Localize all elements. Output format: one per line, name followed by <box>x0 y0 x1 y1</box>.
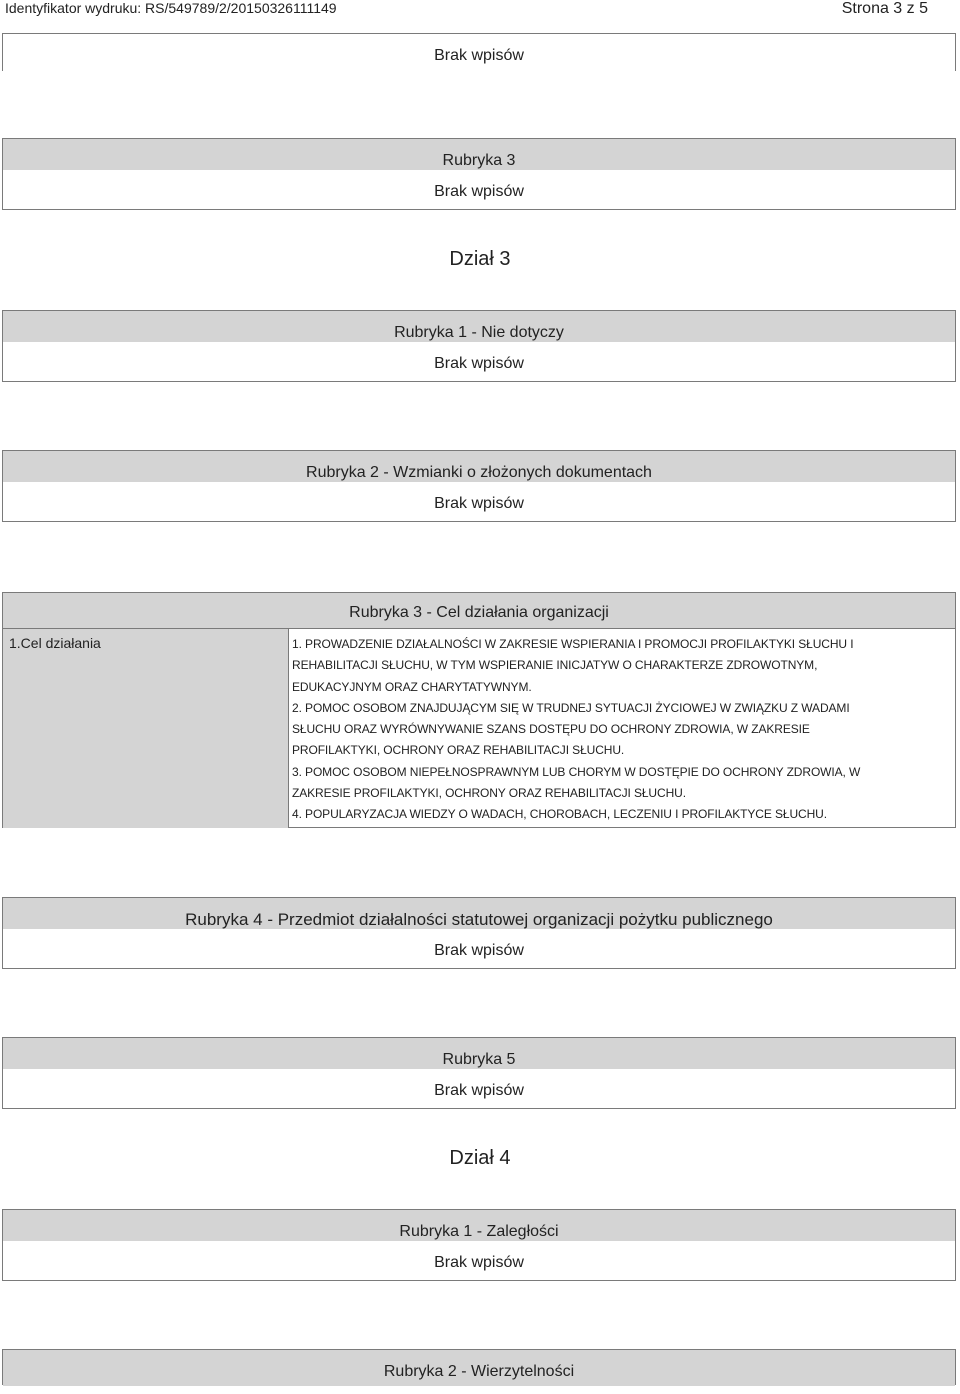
cel-dzialania-row <box>3 629 955 828</box>
cel-dzialania-text <box>289 629 955 828</box>
cel-line: 4. POPULARYZACJA WIEDZY O WADACH, CHOROBACH, LECZENIU I PROFILAKTYCE SŁUCHU. <box>292 807 827 822</box>
dzial-4-heading: Dział 4 <box>449 1147 511 1169</box>
cel-line: 1. PROWADZENIE DZIAŁALNOŚCI W ZAKRESIE WSPIERANIA I PROMOCJI PROFILAKTYKI SŁUCHU I <box>292 637 854 651</box>
dzial3-rubryka-4-box <box>2 897 956 969</box>
dzial4-rubryka-1-value: Brak wpisów <box>3 1241 955 1276</box>
cel-dzialania-table <box>2 592 956 828</box>
dzial3-rubryka-2-value: Brak wpisów <box>3 482 955 517</box>
rubryka-3-box <box>2 138 956 210</box>
cel-dzialania-label: 1.Cel działania <box>3 629 289 828</box>
dzial3-rubryka-5-title: Rubryka 5 <box>3 1038 955 1073</box>
dzial4-rubryka-2-title: Rubryka 2 - Wierzytelności <box>3 1350 955 1386</box>
dzial4-rubryka-1-box <box>2 1209 956 1281</box>
cel-line: ZAKRESIE PROFILAKTYKI, OCHRONY ORAZ REHABILITACJI SŁUCHU. <box>292 786 686 801</box>
rubryka-3-title: Rubryka 3 <box>3 139 955 174</box>
dzial-3-heading: Dział 3 <box>449 248 511 270</box>
cel-line: SŁUCHU ORAZ WYRÓWNYWANIE SZANS DOSTĘPU DO OCHRONY ZDROWIA, W ZAKRESIE <box>292 722 810 737</box>
cel-line: EDUKACYJNYM ORAZ CHARYTATYWNYM. <box>292 679 532 694</box>
dzial3-rubryka-2-title: Rubryka 2 - Wzmianki o złożonych dokumentach <box>3 451 955 486</box>
dzial3-rubryka-2-box <box>2 450 956 522</box>
dzial3-rubryka-4-value: Brak wpisów <box>3 929 955 964</box>
dzial3-rubryka-4-title: Rubryka 4 - Przedmiot działalności statutowej organizacji pożytku publicznego <box>3 898 955 933</box>
rubryka-3-value: Brak wpisów <box>3 170 955 205</box>
dzial3-rubryka-1-title: Rubryka 1 - Nie dotyczy <box>3 311 955 346</box>
dzial3-rubryka-5-value: Brak wpisów <box>3 1069 955 1104</box>
dzial3-rubryka-1-value: Brak wpisów <box>3 342 955 377</box>
dzial3-rubryka-1-box <box>2 310 956 382</box>
cel-line: 2. POMOC OSOBOM ZNAJDUJĄCYM SIĘ W TRUDNEJ SYTUACJI ŻYCIOWEJ W ZWIĄZKU Z WADAMI <box>292 700 850 715</box>
dzial3-rubryka-5-box <box>2 1037 956 1109</box>
dzial4-rubryka-2-box <box>2 1349 956 1385</box>
print-identifier: Identyfikator wydruku: RS/549789/2/20150326111149 <box>5 0 337 16</box>
cel-line: REHABILITACJI SŁUCHU, W TYM WSPIERANIE INICJATYW O CHARAKTERZE ZDROWOTNYM, <box>292 658 818 673</box>
cel-line: PROFILAKTYKI, OCHRONY ORAZ REHABILITACJI SŁUCHU. <box>292 743 625 758</box>
dzial4-rubryka-1-title: Rubryka 1 - Zaległości <box>3 1210 955 1245</box>
page-number: Strona 3 z 5 <box>841 0 928 17</box>
cel-dzialania-title: Rubryka 3 - Cel działania organizacji <box>3 593 955 629</box>
cel-line: 3. POMOC OSOBOM NIEPEŁNOSPRAWNYM LUB CHORYM W DOSTĘPIE DO OCHRONY ZDROWIA, W <box>292 764 861 779</box>
top-entry-value: Brak wpisów <box>3 34 955 78</box>
top-entry-box <box>2 33 956 71</box>
